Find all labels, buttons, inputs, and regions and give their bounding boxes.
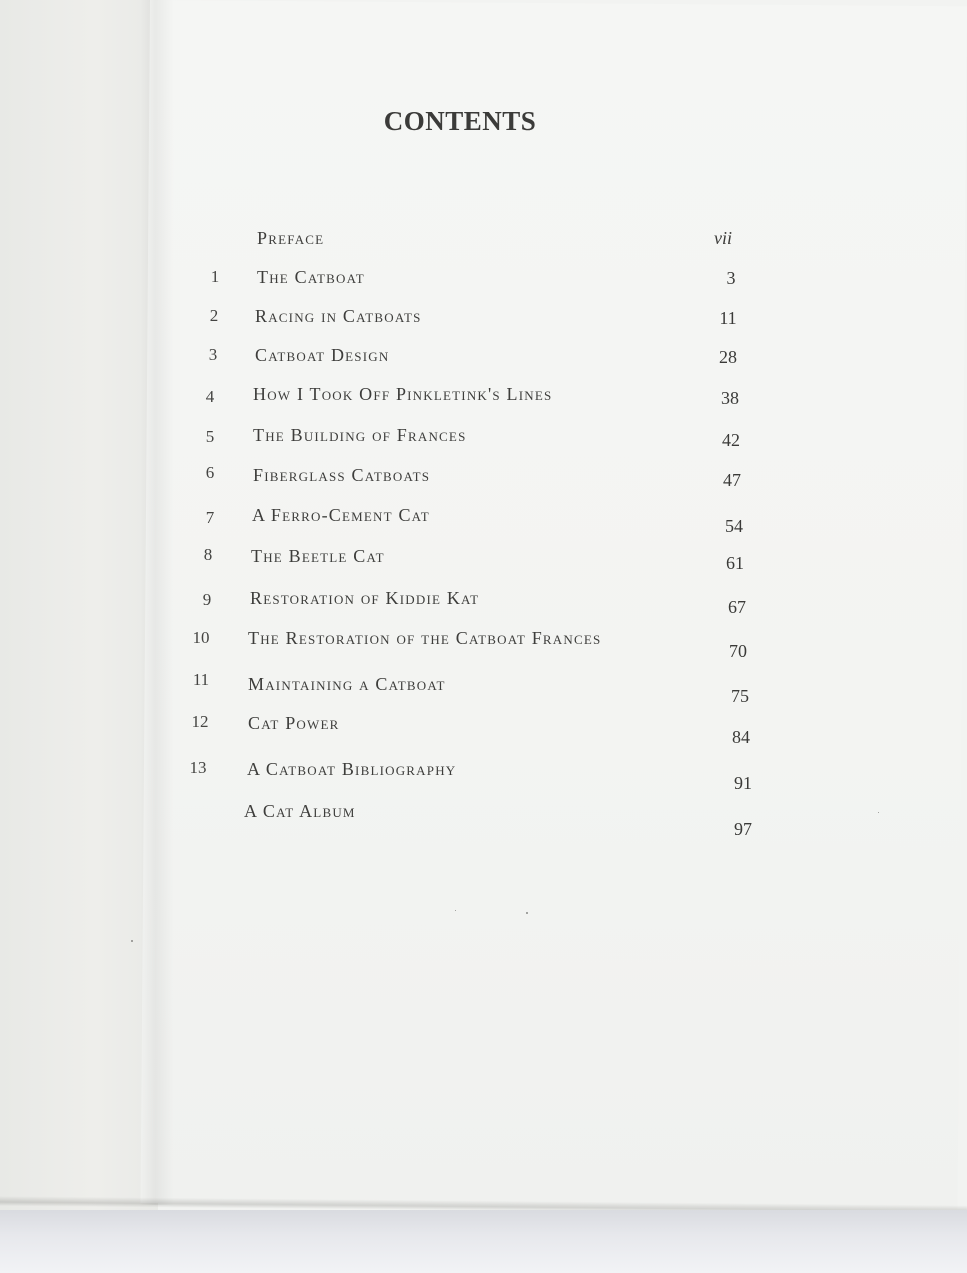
page-number: 75 — [731, 686, 749, 706]
chapter-title: A Ferro-Cement Cat — [252, 505, 430, 525]
page-number: vii — [714, 228, 732, 248]
chapter-number: 7 — [205, 508, 215, 527]
chapter-number: 6 — [205, 463, 215, 482]
chapter-title: The Beetle Cat — [251, 546, 385, 566]
gutter-shadow — [140, 0, 174, 1205]
chapter-title: The Catboat — [257, 267, 365, 287]
paper-speck — [131, 940, 133, 942]
chapter-number: 8 — [203, 545, 213, 564]
chapter-title: Restoration of Kiddie Kat — [250, 588, 480, 608]
facing-page-edge — [0, 0, 158, 1210]
page-number: 54 — [725, 516, 743, 536]
page-title: CONTENTS — [383, 106, 537, 136]
chapter-title: Racing in Catboats — [255, 306, 422, 326]
chapter-number: 12 — [191, 712, 209, 731]
chapter-title: Catboat Design — [255, 345, 390, 365]
chapter-number: 13 — [189, 758, 207, 777]
page-number: 84 — [732, 727, 750, 747]
chapter-number: 4 — [205, 387, 215, 406]
paper-speck — [878, 812, 879, 813]
chapter-number: 11 — [192, 670, 210, 689]
chapter-title: The Restoration of the Catboat Frances — [248, 628, 602, 648]
chapter-title: Preface — [257, 228, 325, 248]
chapter-number: 9 — [202, 590, 212, 609]
chapter-title: Cat Power — [248, 713, 340, 733]
table-surface — [0, 1210, 967, 1273]
chapter-title: How I Took Off Pinkletink's Lines — [253, 384, 553, 404]
paper-speck — [455, 910, 456, 911]
page-number: 70 — [729, 641, 747, 661]
chapter-number: 10 — [192, 628, 210, 647]
chapter-title: A Catboat Bibliography — [247, 759, 457, 779]
page-number: 61 — [726, 553, 744, 573]
chapter-number: 2 — [209, 306, 219, 325]
page-number: 3 — [726, 268, 736, 288]
page-number: 47 — [723, 470, 741, 490]
page-number: 38 — [721, 388, 739, 408]
paper-speck — [526, 912, 528, 914]
chapter-number: 3 — [208, 345, 218, 364]
page-number: 67 — [728, 597, 746, 617]
chapter-number: 1 — [210, 267, 220, 286]
chapter-number: 5 — [205, 427, 215, 446]
chapter-title: A Cat Album — [244, 801, 356, 821]
page-number: 97 — [734, 819, 752, 839]
page-number: 11 — [719, 308, 737, 328]
chapter-title: Maintaining a Catboat — [248, 674, 446, 694]
page-number: 28 — [719, 347, 737, 367]
page-number: 42 — [722, 430, 740, 450]
page-number: 91 — [734, 773, 752, 793]
chapter-title: The Building of Frances — [253, 425, 467, 445]
chapter-title: Fiberglass Catboats — [253, 465, 431, 485]
